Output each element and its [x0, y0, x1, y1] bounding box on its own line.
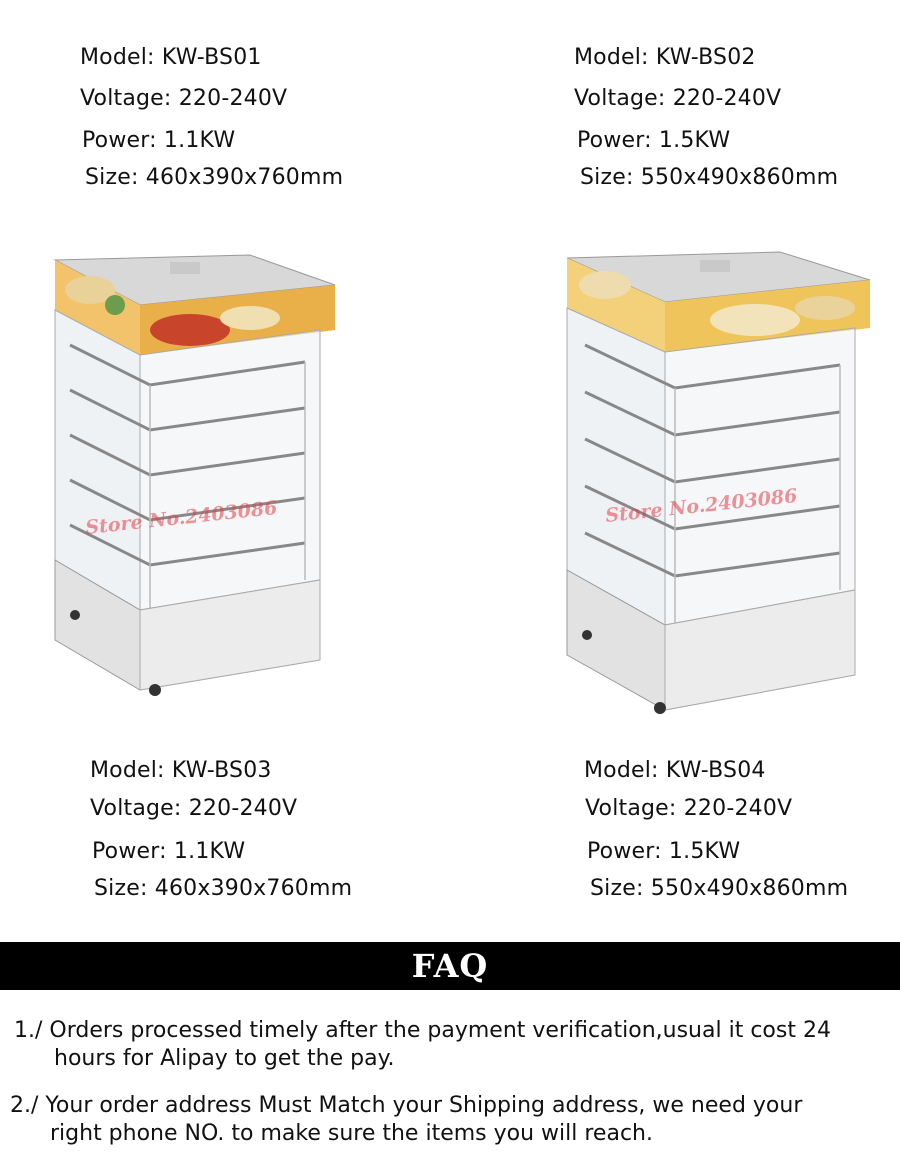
faq-item-line-2: hours for Alipay to get the pay.: [54, 1046, 395, 1071]
faq-item-number: 1./: [14, 1018, 43, 1043]
faq-item-2: [10, 1092, 802, 1148]
model-label: Model: KW-BS03: [90, 758, 272, 783]
faq-item-text: Your order address Must Match your Shipping address, we need your: [45, 1093, 803, 1118]
power-label: Power: 1.1KW: [92, 839, 246, 864]
voltage-label: Voltage: 220-240V: [90, 796, 298, 821]
faq-header-bar: [0, 942, 900, 990]
model-label: Model: KW-BS02: [574, 45, 756, 70]
steamer-cabinet-image-left: [50, 250, 340, 700]
faq-title: FAQ: [411, 947, 489, 985]
size-label: Size: 460x390x760mm: [94, 876, 353, 901]
steamer-cabinet-image-right: [555, 240, 875, 715]
voltage-label: Voltage: 220-240V: [585, 796, 793, 821]
size-label: Size: 460x390x760mm: [85, 165, 344, 190]
size-label: Size: 550x490x860mm: [590, 876, 849, 901]
faq-item-line-2: right phone NO. to make sure the items you will reach.: [50, 1121, 653, 1146]
model-label: Model: KW-BS01: [80, 45, 262, 70]
faq-item-number: 2./: [10, 1093, 39, 1118]
power-label: Power: 1.1KW: [82, 128, 236, 153]
store-watermark-right: Store No.2403086: [604, 484, 799, 528]
power-label: Power: 1.5KW: [577, 128, 731, 153]
faq-item-text: Orders processed timely after the payment verification,usual it cost 24: [49, 1018, 831, 1043]
model-label: Model: KW-BS04: [584, 758, 766, 783]
faq-item-1: [14, 1017, 831, 1073]
store-watermark-left: Store No.2403086: [84, 496, 279, 540]
size-label: Size: 550x490x860mm: [580, 165, 839, 190]
faq-item-line-1: [10, 1092, 802, 1120]
voltage-label: Voltage: 220-240V: [574, 86, 782, 111]
power-label: Power: 1.5KW: [587, 839, 741, 864]
voltage-label: Voltage: 220-240V: [80, 86, 288, 111]
faq-item-line-1: [14, 1017, 831, 1045]
